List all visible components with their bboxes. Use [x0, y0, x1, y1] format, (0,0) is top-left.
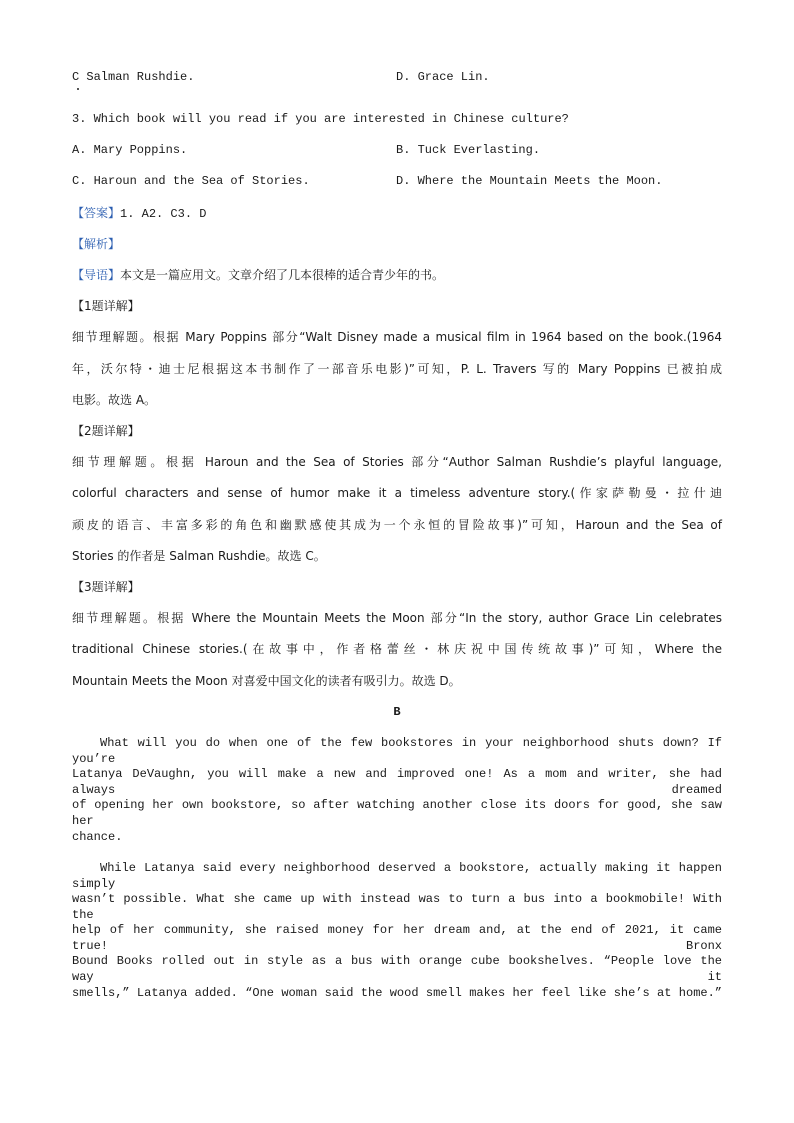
q1-heading: 【1题详解】: [72, 299, 140, 313]
option-q3-d: D. Where the Mountain Meets the Moon.: [396, 174, 663, 188]
q1-line: 细节理解题。根据 Mary Poppins 部分“Walt Disney made a musical film in 1964 based on the book.(1964: [72, 330, 722, 344]
intro-text: 本文是一篇应用文。文章介绍了几本很棒的适合青少年的书。: [120, 268, 445, 282]
option-q3-c: C. Haroun and the Sea of Stories.: [72, 174, 310, 188]
stray-mark: [77, 88, 79, 90]
q3-line: Mountain Meets the Moon 对喜爱中国文化的读者有吸引力。故选 D。: [72, 674, 461, 688]
question-3-stem: 3. Which book will you read if you are interested in Chinese culture?: [72, 112, 569, 126]
option-q2-d: D. Grace Lin.: [396, 70, 490, 84]
passage-b-line: help of her community, she raised money for her dream and, at the end of 2021, it came true! Bronx: [72, 923, 722, 953]
section-b-title: B: [393, 705, 401, 719]
q2-line: colorful characters and sense of humor make it a timeless adventure story.(作家萨勒曼・拉什迪: [72, 486, 722, 500]
q2-line: Stories 的作者是 Salman Rushdie。故选 C。: [72, 549, 326, 563]
analysis-label: 【解析】: [72, 237, 121, 251]
q2-line: 顽皮的语言、丰富多彩的角色和幽默感使其成为一个永恒的冒险故事)”可知，Haroun and the Sea of: [72, 518, 722, 532]
q1-line: 电影。故选 A。: [72, 393, 157, 407]
option-q3-b: B. Tuck Everlasting.: [396, 143, 541, 157]
option-q2-c: C Salman Rushdie.: [72, 70, 195, 84]
passage-b-line: smells,” Latanya added. “One woman said the wood smell makes her feel like she’s at home.”: [72, 986, 722, 1000]
passage-b-line: What will you do when one of the few bookstores in your neighborhood shuts down? If you’re: [72, 736, 722, 766]
q3-heading: 【3题详解】: [72, 580, 140, 594]
passage-b-line: chance.: [72, 830, 123, 844]
passage-b-line: wasn’t possible. What she came up with instead was to turn a bus into a bookmobile! With the: [72, 892, 722, 922]
answer-label: 【答案】: [72, 206, 121, 220]
answer-text: 1. A2. C3. D: [120, 207, 207, 221]
passage-b-line: Latanya DeVaughn, you will make a new and improved one! As a mom and writer, she had always dreamed: [72, 767, 722, 797]
q2-line: 细节理解题。根据 Haroun and the Sea of Stories 部分“Author Salman Rushdie’s playful language,: [72, 455, 722, 469]
passage-b-line: While Latanya said every neighborhood deserved a bookstore, actually making it happen simply: [72, 861, 722, 891]
q2-heading: 【2题详解】: [72, 424, 140, 438]
answer-line: [72, 205, 206, 222]
intro-label: 【导语】: [72, 268, 121, 282]
passage-b-line: of opening her own bookstore, so after watching another close its doors for good, she saw her: [72, 798, 722, 828]
q1-line: 年，沃尔特・迪士尼根据这本书制作了一部音乐电影)”可知，P. L. Travers 写的 Mary Poppins 已被拍成: [72, 362, 722, 376]
option-q3-a: A. Mary Poppins.: [72, 143, 188, 157]
intro-line: [72, 267, 444, 283]
passage-b-line: Bound Books rolled out in style as a bus with orange cube bookshelves. “People love the way it: [72, 954, 722, 984]
q3-line: 细节理解题。根据 Where the Mountain Meets the Moon 部分“In the story, author Grace Lin celebrates: [72, 611, 722, 625]
q3-line: traditional Chinese stories.(在故事中，作者格蕾丝・林庆祝中国传统故事)”可知，Where the: [72, 642, 722, 656]
